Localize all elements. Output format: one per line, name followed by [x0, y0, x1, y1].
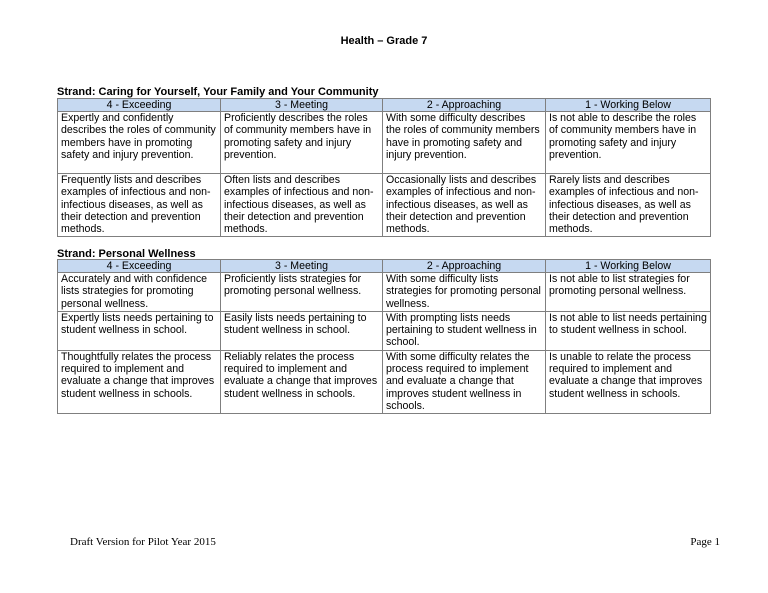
strand-heading-personal-wellness: Strand: Personal Wellness [57, 248, 196, 260]
cell-meeting: Easily lists needs pertaining to student wellness in school. [221, 311, 383, 350]
table-row [58, 273, 711, 312]
cell-exceeding: Thoughtfully relates the process required to implement and evaluate a change that improves student wellness in schools. [58, 350, 221, 413]
cell-meeting: Reliably relates the process required to implement and evaluate a change that improves student wellness in schools. [221, 350, 383, 413]
page-title: Health – Grade 7 [340, 35, 428, 47]
table-row [58, 174, 711, 237]
header-row [58, 260, 711, 273]
header-meeting: 3 - Meeting [221, 99, 383, 112]
table-row [58, 350, 711, 413]
header-meeting: 3 - Meeting [221, 260, 383, 273]
footer-draft-version: Draft Version for Pilot Year 2015 [70, 536, 216, 548]
cell-working-below: Is not able to describe the roles of community members have in promoting safety and injury prevention. [546, 112, 711, 174]
cell-approaching: With some difficulty relates the process required to implement and evaluate a change that improves student wellness in schools. [383, 350, 546, 413]
header-approaching: 2 - Approaching [383, 260, 546, 273]
cell-exceeding: Frequently lists and describes examples of infectious and non-infectious diseases, as well as their detection and prevention methods. [58, 174, 221, 237]
footer-page-number: Page 1 [690, 536, 720, 548]
header-exceeding: 4 - Exceeding [58, 260, 221, 273]
cell-meeting: Often lists and describes examples of infectious and non-infectious diseases, as well as their detection and prevention methods. [221, 174, 383, 237]
cell-exceeding: Accurately and with confidence lists strategies for promoting personal wellness. [58, 273, 221, 312]
header-approaching: 2 - Approaching [383, 99, 546, 112]
table-row [58, 311, 711, 350]
rubric-table-personal-wellness [57, 259, 711, 414]
cell-approaching: Occasionally lists and describes examples of infectious and non-infectious diseases, as well as their detection and prevention methods. [383, 174, 546, 237]
header-working-below: 1 - Working Below [546, 99, 711, 112]
header-row [58, 99, 711, 112]
table-row [58, 112, 711, 174]
cell-working-below: Is not able to list strategies for promoting personal wellness. [546, 273, 711, 312]
cell-exceeding: Expertly and confidently describes the roles of community members have in promoting safety and injury prevention. [58, 112, 221, 174]
header-exceeding: 4 - Exceeding [58, 99, 221, 112]
rubric-table-caring [57, 98, 711, 237]
cell-meeting: Proficiently lists strategies for promoting personal wellness. [221, 273, 383, 312]
header-working-below: 1 - Working Below [546, 260, 711, 273]
cell-approaching: With some difficulty describes the roles of community members have in promoting safety and injury prevention. [383, 112, 546, 174]
cell-meeting: Proficiently describes the roles of community members have in promoting safety and injury prevention. [221, 112, 383, 174]
cell-approaching: With prompting lists needs pertaining to student wellness in school. [383, 311, 546, 350]
cell-working-below: Rarely lists and describes examples of infectious and non-infectious diseases, as well as their detection and prevention methods. [546, 174, 711, 237]
cell-approaching: With some difficulty lists strategies for promoting personal wellness. [383, 273, 546, 312]
cell-exceeding: Expertly lists needs pertaining to student wellness in school. [58, 311, 221, 350]
strand-heading-caring: Strand: Caring for Yourself, Your Family and Your Community [57, 86, 379, 98]
cell-working-below: Is unable to relate the process required to implement and evaluate a change that improves student wellness in schools. [546, 350, 711, 413]
cell-working-below: Is not able to list needs pertaining to student wellness in school. [546, 311, 711, 350]
